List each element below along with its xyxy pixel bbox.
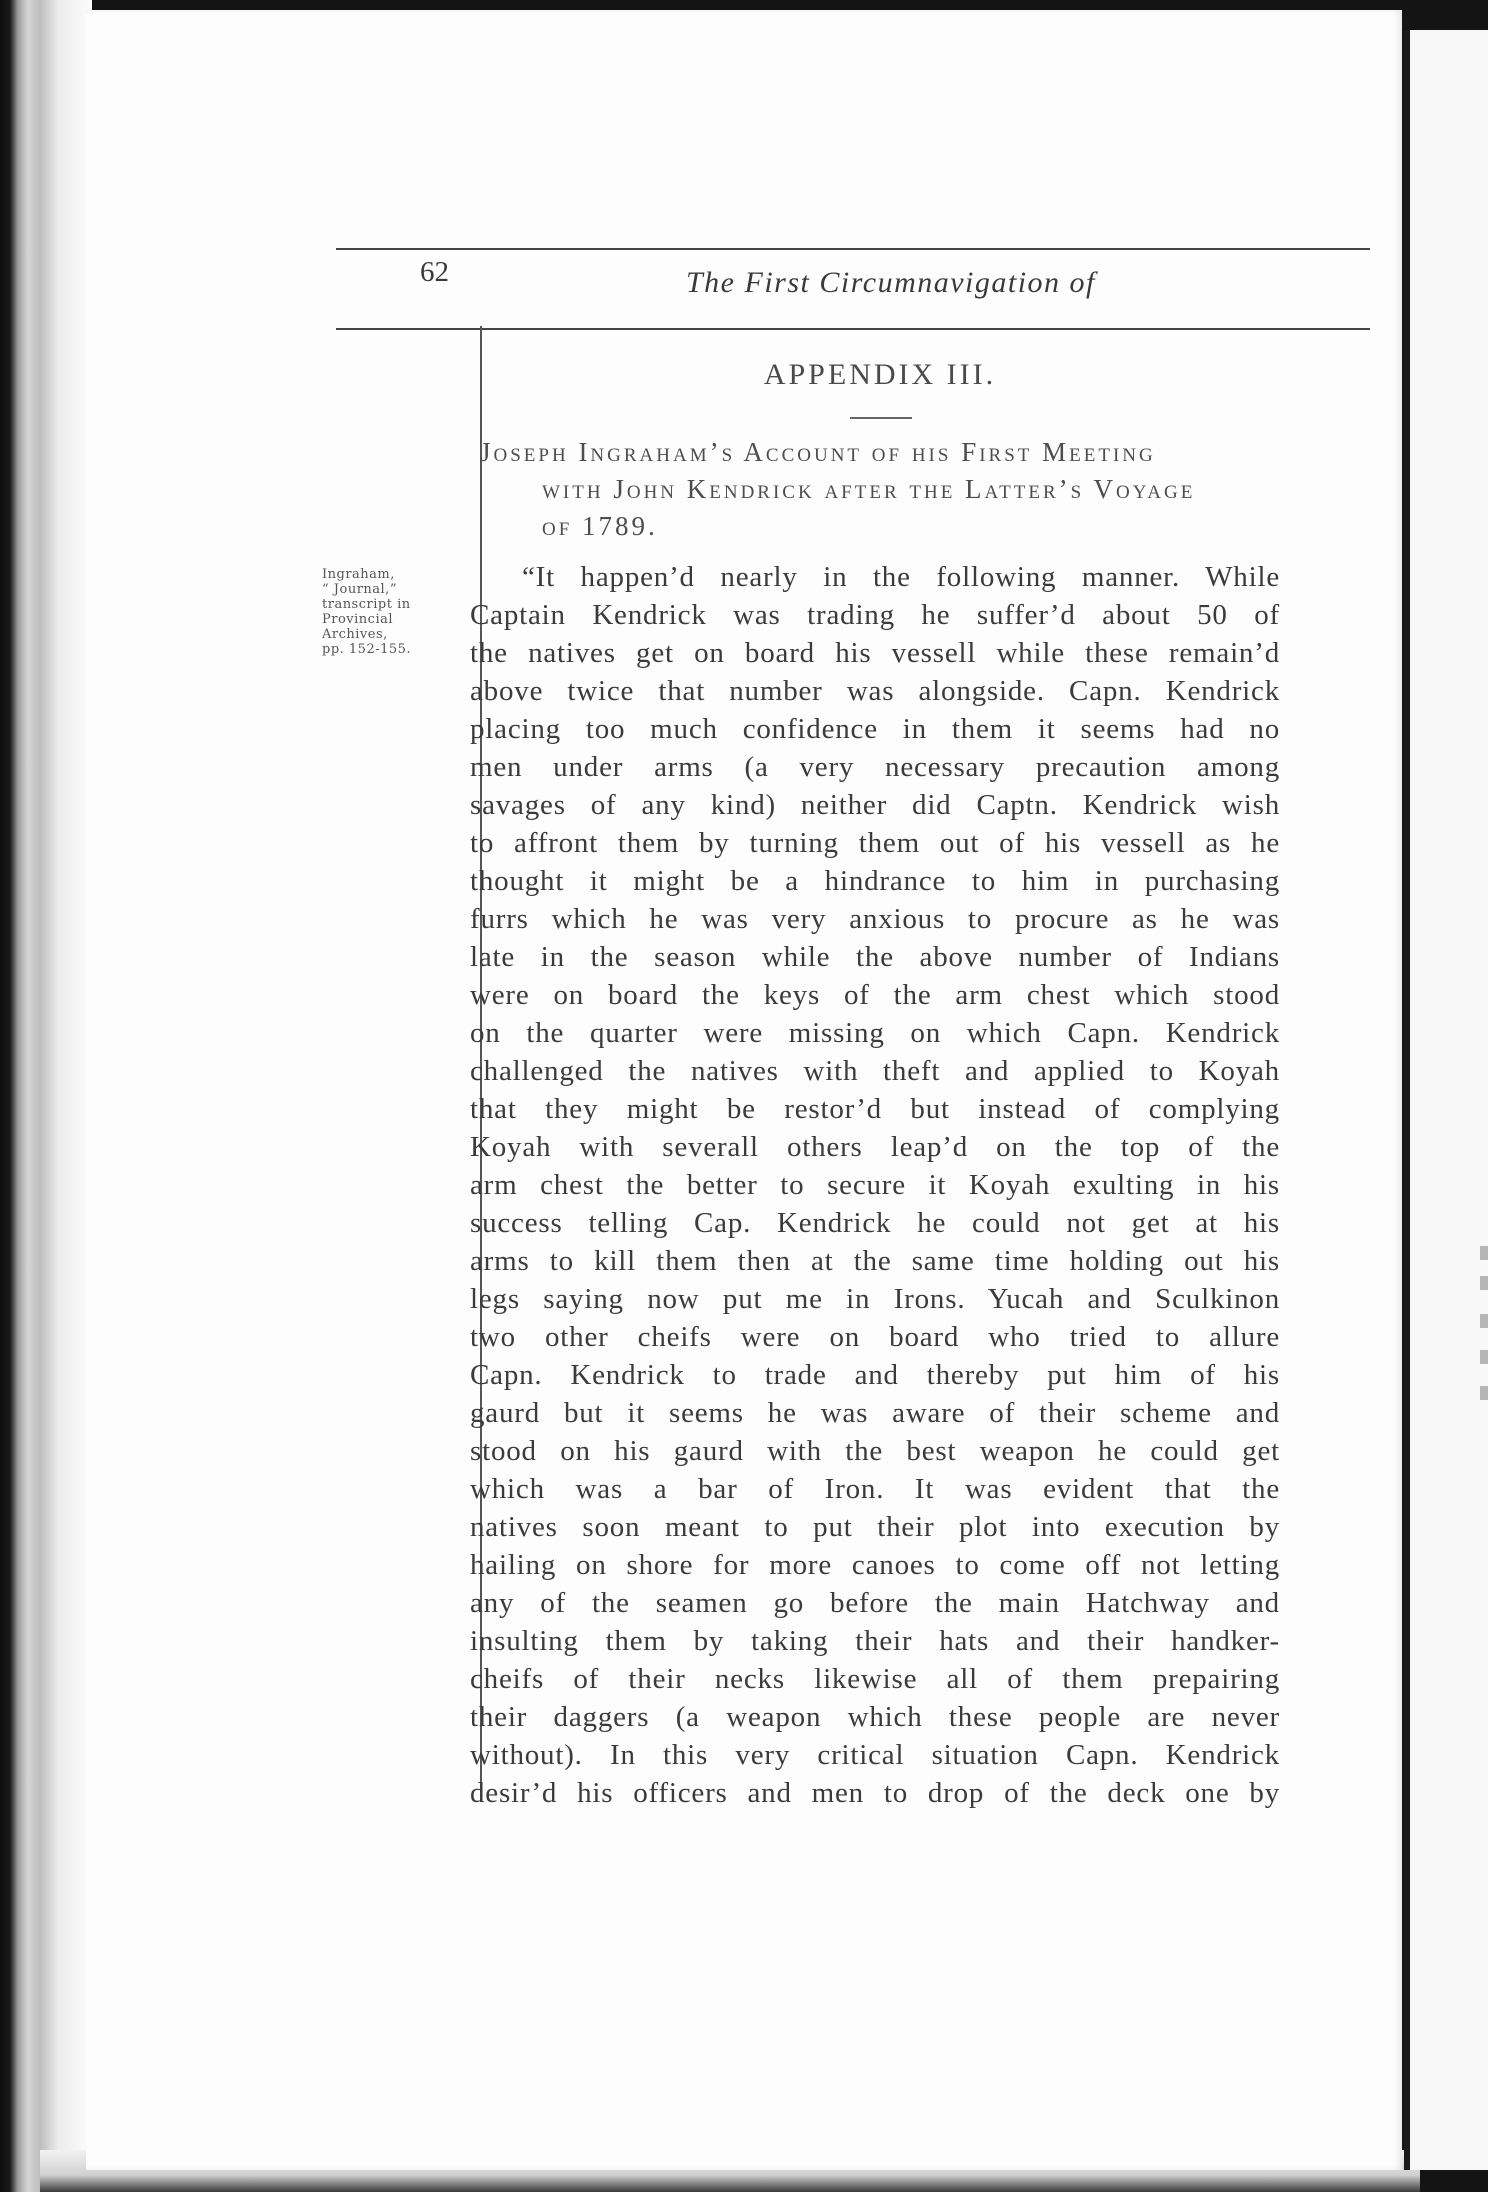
citation-line: transcript in <box>322 597 411 612</box>
body-line: which was a bar of Iron. It was evident that the <box>470 1473 1280 1505</box>
citation-line: Provincial <box>322 612 394 627</box>
body-line: natives soon meant to put their plot into execution by <box>470 1511 1280 1543</box>
page-stack-edge <box>0 0 92 2192</box>
body-line: that they might be restor’d but instead of complying <box>470 1093 1280 1125</box>
citation-line: pp. 152-155. <box>322 642 412 657</box>
page-number: 62 <box>420 256 449 288</box>
facing-page-bleed-mark <box>1480 1276 1488 1290</box>
citation-line: Ingraham, <box>322 567 395 582</box>
body-line: savages of any kind) neither did Captn. Kendrick wish <box>470 789 1280 821</box>
citation-line: Archives, <box>322 627 388 642</box>
body-line: insulting them by taking their hats and their handker- <box>470 1625 1280 1657</box>
body-line: the natives get on board his vessell while these remain’d <box>470 637 1280 669</box>
facing-page-bleed-mark <box>1480 1386 1488 1400</box>
body-line: desir’d his officers and men to drop of the deck one by <box>470 1777 1280 1809</box>
section-title-line: Joseph Ingraham’s Account of his First Meeting <box>480 437 1156 467</box>
body-line: above twice that number was alongside. Capn. Kendrick <box>470 675 1280 707</box>
facing-page-edge <box>1404 30 1488 2170</box>
body-line: arms to kill them then at the same time holding out his <box>470 1245 1280 1277</box>
body-line: were on board the keys of the arm chest which stood <box>470 979 1280 1011</box>
body-line: gaurd but it seems he was aware of their scheme and <box>470 1397 1280 1429</box>
body-line: placing too much confidence in them it seems had no <box>470 713 1280 745</box>
body-line: Capn. Kendrick to trade and thereby put him of his <box>470 1359 1280 1391</box>
body-text <box>470 558 1280 1812</box>
facing-page-bleed-mark <box>1480 1246 1488 1260</box>
body-line: without). In this very critical situation Capn. Kendrick <box>470 1739 1280 1771</box>
body-line: stood on his gaurd with the best weapon he could get <box>470 1435 1280 1467</box>
body-line: success telling Cap. Kendrick he could not get at his <box>470 1207 1280 1239</box>
body-line: their daggers (a weapon which these people are never <box>470 1701 1280 1733</box>
running-title: The First Circumnavigation of <box>686 266 1096 299</box>
body-line: hailing on shore for more canoes to come off not letting <box>470 1549 1280 1581</box>
body-line: on the quarter were missing on which Capn. Kendrick <box>470 1017 1280 1049</box>
header-bottom-rule <box>336 328 1370 330</box>
body-line: “It happen’d nearly in the following manner. While <box>522 561 1280 593</box>
header-top-rule <box>336 248 1370 250</box>
section-title <box>480 434 1286 545</box>
heading-divider <box>850 417 912 419</box>
body-line: Koyah with severall others leap’d on the top of the <box>470 1131 1280 1163</box>
body-line: Captain Kendrick was trading he suffer’d about 50 of <box>470 599 1280 631</box>
body-line: two other cheifs were on board who tried to allure <box>470 1321 1280 1353</box>
body-line: furrs which he was very anxious to procure as he was <box>470 903 1280 935</box>
body-line: arm chest the better to secure it Koyah exulting in his <box>470 1169 1280 1201</box>
body-line: legs saying now put me in Irons. Yucah and Sculkinon <box>470 1283 1280 1315</box>
section-title-line: of 1789. <box>542 511 658 541</box>
body-line: men under arms (a very necessary precaution among <box>470 751 1280 783</box>
body-line: any of the seamen go before the main Hatchway and <box>470 1587 1280 1619</box>
body-line: challenged the natives with theft and applied to Koyah <box>470 1055 1280 1087</box>
section-title-line: with John Kendrick after the Latter’s Voyage <box>542 474 1196 504</box>
facing-page-bleed-mark <box>1480 1350 1488 1364</box>
body-line: to affront them by turning them out of his vessell as he <box>470 827 1280 859</box>
marginal-citation <box>322 567 454 657</box>
body-line: thought it might be a hindrance to him in purchasing <box>470 865 1280 897</box>
body-line: late in the season while the above number of Indians <box>470 941 1280 973</box>
appendix-heading: APPENDIX III. <box>763 358 997 391</box>
facing-page-bleed-mark <box>1480 1314 1488 1328</box>
citation-line: “ Journal,” <box>322 582 397 597</box>
body-line: cheifs of their necks likewise all of them prepairing <box>470 1663 1280 1695</box>
